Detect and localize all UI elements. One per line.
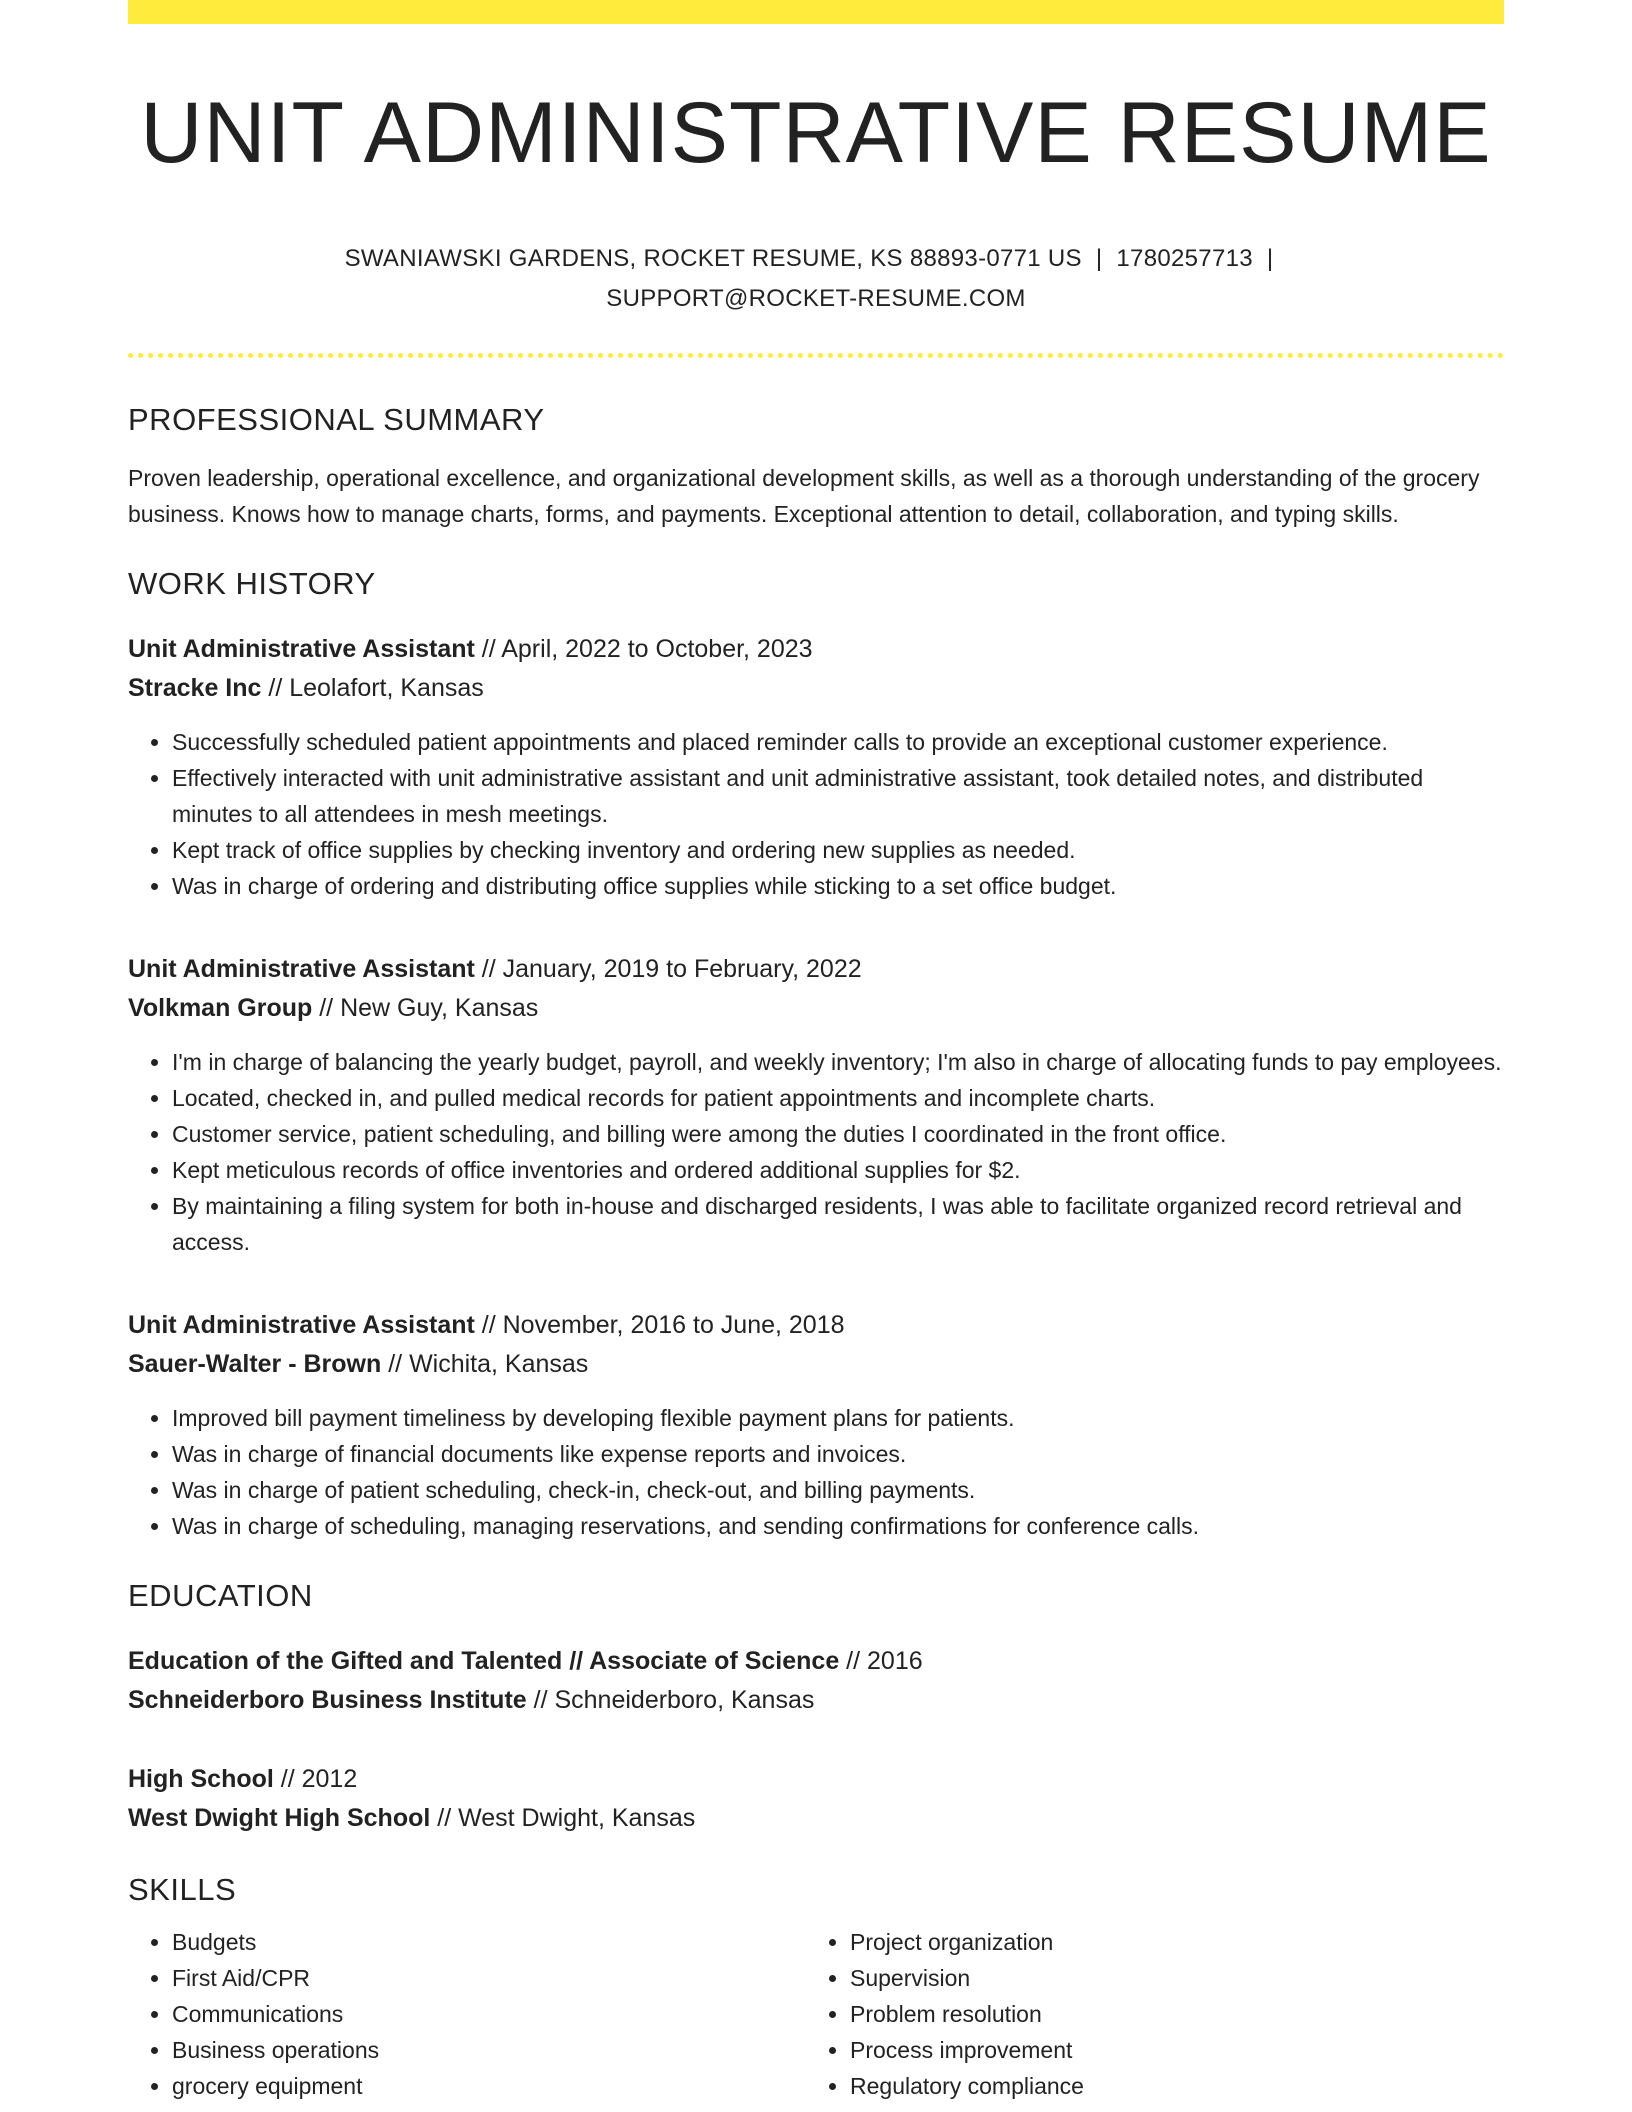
contact-info bbox=[316, 239, 1316, 319]
job-entry bbox=[128, 950, 1504, 1260]
job-company: Stracke Inc bbox=[128, 673, 262, 702]
job-location: // New Guy, Kansas bbox=[312, 993, 539, 1022]
graduation-year: // 2016 bbox=[839, 1646, 923, 1675]
skill-item: • Regulatory compliance bbox=[850, 2068, 1484, 2104]
job-bullets bbox=[128, 1400, 1504, 1544]
skill-item: • Supervision bbox=[850, 1960, 1484, 1996]
job-dates: // April, 2022 to October, 2023 bbox=[474, 634, 813, 663]
job-dates: // November, 2016 to June, 2018 bbox=[474, 1310, 845, 1339]
job-company: Volkman Group bbox=[128, 993, 313, 1022]
job-role: Unit Administrative Assistant bbox=[128, 954, 475, 983]
school-name: West Dwight High School bbox=[128, 1803, 431, 1832]
school-name: Schneiderboro Business Institute bbox=[128, 1685, 527, 1714]
list-item: • Effectively interacted with unit administrative assistant and unit administrative assistant, took detailed notes, and distributed minutes to all attendees in mesh meetings. bbox=[172, 760, 1504, 832]
degree: High School bbox=[128, 1764, 274, 1793]
contact-separator: | bbox=[1095, 244, 1103, 272]
summary-text: Proven leadership, operational excellence, and organizational development skills, as well as a thorough understanding of the grocery business. Knows how to manage charts, forms, and payments. Exceptional attention to detail, collaboration, and typing skills. bbox=[128, 464, 1480, 527]
phone: 1780257713 bbox=[1116, 244, 1253, 272]
job-entry bbox=[128, 630, 1504, 904]
email: SUPPORT@ROCKET-RESUME.COM bbox=[606, 284, 1026, 312]
skills-list-left bbox=[128, 1924, 806, 2104]
job-role: Unit Administrative Assistant bbox=[128, 634, 475, 663]
contact-separator: | bbox=[1266, 244, 1274, 272]
list-item: • Successfully scheduled patient appointments and placed reminder calls to provide an exceptional customer experience. bbox=[172, 724, 1504, 760]
job-dates: // January, 2019 to February, 2022 bbox=[474, 954, 862, 983]
job-company: Sauer-Walter - Brown bbox=[128, 1349, 382, 1378]
job-bullets bbox=[128, 1044, 1504, 1260]
degree-line bbox=[128, 1642, 1504, 1681]
summary-heading: PROFESSIONAL SUMMARY bbox=[128, 401, 545, 437]
resume-page bbox=[128, 0, 1504, 2104]
skills-columns bbox=[128, 1924, 1504, 2104]
degree: Education of the Gifted and Talented // Associate of Science bbox=[128, 1646, 840, 1675]
work-history-heading: WORK HISTORY bbox=[128, 565, 376, 601]
skills-heading: SKILLS bbox=[128, 1871, 237, 1907]
school-location: // Schneiderboro, Kansas bbox=[526, 1685, 815, 1714]
school-line bbox=[128, 1681, 1504, 1720]
list-item: • Was in charge of financial documents like expense reports and invoices. bbox=[172, 1436, 1504, 1472]
skill-item: • Business operations bbox=[172, 2032, 806, 2068]
resume-title: UNIT ADMINISTRATIVE RESUME bbox=[140, 85, 1492, 181]
skill-item: • Problem resolution bbox=[850, 1996, 1484, 2032]
list-item: • Was in charge of patient scheduling, check-in, check-out, and billing payments. bbox=[172, 1472, 1504, 1508]
job-role-line bbox=[128, 630, 1504, 669]
education-heading: EDUCATION bbox=[128, 1577, 313, 1613]
education-entry bbox=[128, 1760, 1504, 1838]
skill-item: • First Aid/CPR bbox=[172, 1960, 806, 1996]
skill-item: • Communications bbox=[172, 1996, 806, 2032]
accent-bar bbox=[128, 0, 1504, 24]
job-company-line bbox=[128, 669, 1504, 708]
list-item: • Kept track of office supplies by checking inventory and ordering new supplies as needed. bbox=[172, 832, 1504, 868]
job-location: // Wichita, Kansas bbox=[381, 1349, 589, 1378]
header-divider bbox=[128, 353, 1504, 358]
skills-list-right bbox=[806, 1924, 1484, 2104]
list-item: • By maintaining a filing system for both in-house and discharged residents, I was able to facilitate organized record retrieval and access. bbox=[172, 1188, 1504, 1260]
job-bullets bbox=[128, 724, 1504, 904]
address: SWANIAWSKI GARDENS, ROCKET RESUME, KS 88893-0771 US bbox=[344, 244, 1082, 272]
job-role-line bbox=[128, 1306, 1504, 1345]
job-company-line bbox=[128, 989, 1504, 1028]
skill-item: • grocery equipment bbox=[172, 2068, 806, 2104]
skill-item: • Project organization bbox=[850, 1924, 1484, 1960]
list-item: • Kept meticulous records of office inventories and ordered additional supplies for $2. bbox=[172, 1152, 1504, 1188]
list-item: • I'm in charge of balancing the yearly budget, payroll, and weekly inventory; I'm also in charge of allocating funds to pay employees. bbox=[172, 1044, 1504, 1080]
job-role-line bbox=[128, 950, 1504, 989]
graduation-year: // 2012 bbox=[273, 1764, 358, 1793]
list-item: • Was in charge of ordering and distributing office supplies while sticking to a set office budget. bbox=[172, 868, 1504, 904]
degree-line bbox=[128, 1760, 1504, 1799]
school-location: // West Dwight, Kansas bbox=[430, 1803, 696, 1832]
list-item: • Was in charge of scheduling, managing reservations, and sending confirmations for conference calls. bbox=[172, 1508, 1504, 1544]
job-entry bbox=[128, 1306, 1504, 1544]
list-item: • Customer service, patient scheduling, and billing were among the duties I coordinated in the front office. bbox=[172, 1116, 1504, 1152]
skill-item: • Process improvement bbox=[850, 2032, 1484, 2068]
job-role: Unit Administrative Assistant bbox=[128, 1310, 475, 1339]
education-entry bbox=[128, 1642, 1504, 1720]
job-location: // Leolafort, Kansas bbox=[261, 673, 484, 702]
skill-item: • Budgets bbox=[172, 1924, 806, 1960]
list-item: • Located, checked in, and pulled medical records for patient appointments and incomplete charts. bbox=[172, 1080, 1504, 1116]
school-line bbox=[128, 1799, 1504, 1838]
job-company-line bbox=[128, 1345, 1504, 1384]
list-item: • Improved bill payment timeliness by developing flexible payment plans for patients. bbox=[172, 1400, 1504, 1436]
